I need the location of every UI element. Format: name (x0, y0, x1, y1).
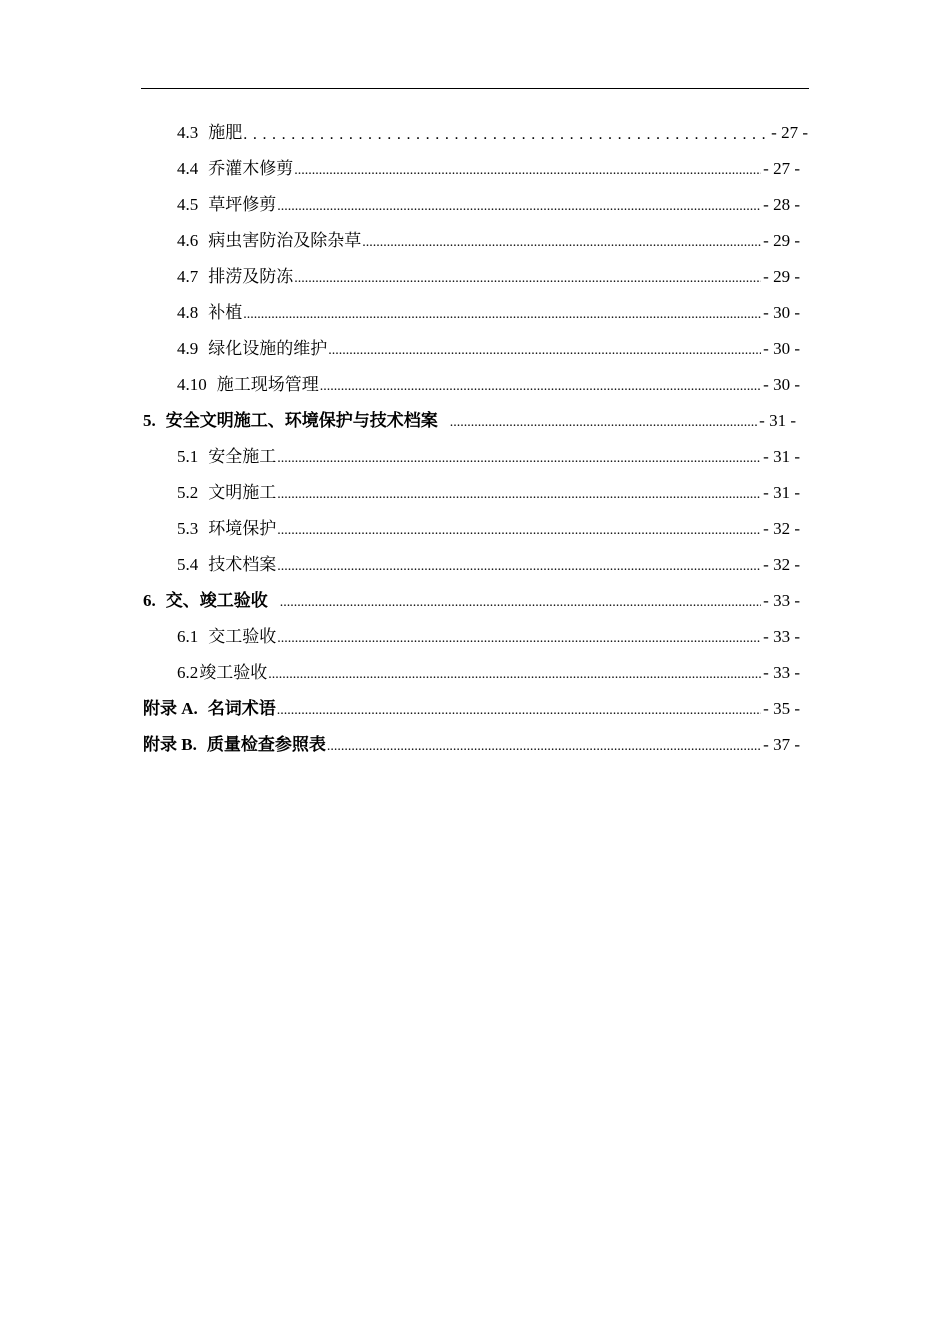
toc-chapter-entry[interactable] (143, 583, 800, 619)
toc-entry-page: - 37 - (763, 735, 800, 754)
toc-entry-number: 6.2 (177, 663, 199, 682)
toc-dot-leader (294, 259, 761, 295)
toc-entry[interactable] (177, 367, 800, 403)
toc-entry[interactable] (177, 115, 808, 151)
toc-entry[interactable] (177, 547, 800, 583)
toc-entry-page: - 27 - (771, 123, 808, 142)
toc-entry[interactable] (177, 223, 800, 259)
toc-entry-number: 4.8 (177, 303, 199, 322)
toc-entry-number: 4.7 (177, 267, 199, 286)
toc-entry-page: - 31 - (763, 447, 800, 466)
toc-entry-title: 安全文明施工、环境保护与技术档案 (165, 411, 438, 430)
toc-entry-number: 5.3 (177, 519, 199, 538)
toc-entry-title: 排涝及防冻 (208, 267, 294, 286)
toc-dot-leader (277, 691, 761, 727)
toc-dot-leader (277, 187, 761, 223)
toc-entry-page: - 28 - (763, 195, 800, 214)
toc-dot-leader (268, 655, 761, 691)
toc-dot-leader (294, 151, 761, 187)
header-rule (141, 88, 809, 89)
toc-entry-page: - 29 - (763, 267, 800, 286)
toc-entry-number: 4.9 (177, 339, 199, 358)
toc-entry[interactable] (177, 331, 800, 367)
toc-entry-number: 5.2 (177, 483, 199, 502)
toc-entry-page: - 33 - (763, 591, 800, 610)
toc-entry-page: - 33 - (763, 663, 800, 682)
toc-entry-number: 4.6 (177, 231, 199, 250)
toc-dot-leader (277, 439, 761, 475)
toc-entry-title: 乔灌木修剪 (208, 159, 294, 178)
toc-entry[interactable] (177, 475, 800, 511)
toc-entry-title: 环境保护 (208, 519, 277, 538)
toc-entry-title: 交工验收 (208, 627, 277, 646)
toc-entry-page: - 33 - (763, 627, 800, 646)
toc-entry[interactable] (177, 295, 800, 331)
toc-entry[interactable] (177, 259, 800, 295)
toc-entry-page: - 30 - (763, 303, 800, 322)
toc-entry-page: - 29 - (763, 231, 800, 250)
toc-entry[interactable] (177, 187, 800, 223)
toc-entry-title: 竣工验收 (199, 663, 268, 682)
toc-entry-title: 补植 (208, 303, 243, 322)
toc-entry-number: 4.3 (177, 123, 199, 142)
toc-entry-title: 绿化设施的维护 (208, 339, 328, 358)
toc-entry-page: - 27 - (763, 159, 800, 178)
toc-dot-leader (277, 475, 761, 511)
toc-dot-leader (362, 223, 761, 259)
toc-dot-leader (450, 403, 757, 439)
toc-dot-leader (243, 295, 761, 331)
toc-entry-title: 施工现场管理 (216, 375, 319, 394)
toc-dot-leader (243, 115, 769, 151)
toc-entry-page: - 32 - (763, 555, 800, 574)
toc-entry-number: 4.5 (177, 195, 199, 214)
toc-entry-number: 4.10 (177, 375, 207, 394)
toc-entry[interactable] (177, 439, 800, 475)
toc-appendix-entry[interactable] (143, 691, 800, 727)
toc-entry-number: 附录 A. (143, 699, 198, 718)
toc-entry-number: 5. (143, 411, 156, 430)
toc-entry-title: 文明施工 (208, 483, 277, 502)
toc-entry-title: 技术档案 (208, 555, 277, 574)
toc-entry-number: 5.1 (177, 447, 199, 466)
toc-entry-page: - 31 - (759, 411, 796, 430)
toc-entry[interactable] (177, 619, 800, 655)
toc-entry-title: 施肥 (208, 123, 243, 142)
toc-entry-title: 质量检查参照表 (206, 735, 326, 754)
toc-dot-leader (277, 511, 761, 547)
toc-appendix-entry[interactable] (143, 727, 800, 763)
toc-entry-page: - 31 - (763, 483, 800, 502)
toc-entry-title: 名词术语 (207, 699, 276, 718)
toc-entry-number: 6. (143, 591, 156, 610)
toc-dot-leader (277, 619, 761, 655)
toc-dot-leader (280, 583, 761, 619)
toc-entry-number: 5.4 (177, 555, 199, 574)
toc-entry-page: - 32 - (763, 519, 800, 538)
toc-dot-leader (328, 331, 761, 367)
toc-entry[interactable] (177, 151, 800, 187)
toc-entry-number: 4.4 (177, 159, 199, 178)
toc-chapter-entry[interactable] (143, 403, 796, 439)
toc-entry-page: - 30 - (763, 375, 800, 394)
toc-entry[interactable] (177, 655, 800, 691)
toc-dot-leader (320, 367, 761, 403)
toc-entry-number: 附录 B. (143, 735, 197, 754)
toc-dot-leader (277, 547, 761, 583)
toc-entry-title: 病虫害防治及除杂草 (208, 231, 362, 250)
toc-entry-number: 6.1 (177, 627, 199, 646)
toc-entry-title: 草坪修剪 (208, 195, 277, 214)
toc-entry-title: 交、竣工验收 (165, 591, 268, 610)
toc-entry-page: - 35 - (763, 699, 800, 718)
toc-entry[interactable] (177, 511, 800, 547)
toc-entry-title: 安全施工 (208, 447, 277, 466)
toc-dot-leader (327, 727, 761, 763)
toc-entry-page: - 30 - (763, 339, 800, 358)
